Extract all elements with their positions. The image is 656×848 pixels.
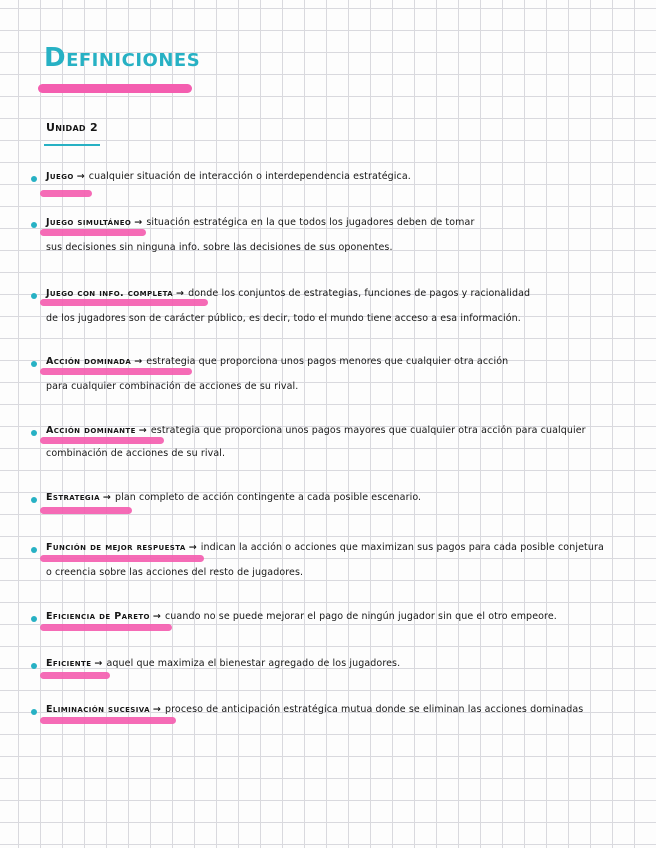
definition-term: Juego	[46, 171, 74, 182]
arrow-icon: →	[134, 217, 143, 228]
definition-line-2: para cualquier combinación de acciones de su rival.	[46, 381, 299, 392]
arrow-icon: →	[76, 171, 85, 182]
arrow-icon: →	[94, 658, 103, 669]
definition-term: Eliminación sucesiva	[46, 704, 150, 715]
definition-term: Juego simultáneo	[46, 217, 132, 228]
definition-text: estrategia que proporciona unos pagos menores que cualquier otra acción	[146, 356, 509, 367]
arrow-icon: →	[188, 542, 197, 553]
arrow-icon: →	[134, 356, 143, 367]
bullet-icon	[31, 361, 37, 367]
definition-text: donde los conjuntos de estrategias, funciones de pagos y racionalidad	[188, 288, 531, 299]
definition-text: plan completo de acción contingente a cada posible escenario.	[114, 492, 422, 503]
arrow-icon: →	[138, 425, 147, 436]
bullet-icon	[31, 547, 37, 553]
bullet-icon	[31, 176, 37, 182]
bullet-icon	[31, 222, 37, 228]
arrow-icon: →	[176, 288, 185, 299]
definition-term: Estrategia	[46, 492, 100, 503]
term-highlight	[40, 437, 164, 444]
unit-heading: Unidad 2	[46, 121, 98, 134]
term-highlight	[40, 717, 176, 724]
definition-term: Eficiente	[46, 658, 92, 669]
definition-line-2: de los jugadores son de carácter público, es decir, todo el mundo tiene acceso a esa información.	[46, 313, 521, 324]
arrow-icon: →	[152, 611, 161, 622]
definition-term: Función de mejor respuesta	[46, 542, 186, 553]
arrow-icon: →	[102, 492, 111, 503]
bullet-icon	[31, 430, 37, 436]
definition-line	[46, 216, 474, 230]
definition-term: Juego con info. completa	[46, 288, 174, 299]
definition-line-2: o creencia sobre las acciones del resto de jugadores.	[46, 567, 304, 578]
definition-text: cuando no se puede mejorar el pago de ningún jugador sin que el otro empeore.	[164, 611, 557, 622]
definition-line	[46, 355, 508, 369]
arrow-icon: →	[152, 704, 161, 715]
title-highlight	[38, 84, 192, 93]
definition-line-2: sus decisiones sin ninguna info. sobre las decisiones de sus oponentes.	[46, 242, 393, 253]
unit-underline	[44, 144, 100, 146]
definition-text: proceso de anticipación estratégica mutua donde se eliminan las acciones dominadas	[164, 704, 584, 715]
bullet-icon	[31, 497, 37, 503]
term-highlight	[40, 229, 146, 236]
definition-term: Eficiencia de Pareto	[46, 611, 150, 622]
definition-text: estrategia que proporciona unos pagos mayores que cualquier otra acción para cualquier	[150, 425, 586, 436]
definition-line	[46, 610, 557, 624]
term-highlight	[40, 368, 192, 375]
definition-text: indican la acción o acciones que maximizan sus pagos para cada posible conjetura	[200, 542, 604, 553]
term-highlight	[40, 507, 132, 514]
bullet-icon	[31, 663, 37, 669]
definition-line	[46, 424, 586, 438]
bullet-icon	[31, 709, 37, 715]
term-highlight	[40, 190, 92, 197]
definition-text: situación estratégica en la que todos los jugadores deben de tomar	[146, 217, 475, 228]
definition-line	[46, 541, 604, 555]
term-highlight	[40, 555, 204, 562]
definition-line	[46, 170, 411, 184]
bullet-icon	[31, 616, 37, 622]
definition-line	[46, 287, 530, 301]
definition-line-2: combinación de acciones de su rival.	[46, 448, 226, 459]
page-title: Definiciones	[44, 43, 201, 73]
definition-text: cualquier situación de interacción o interdependencia estratégica.	[88, 171, 411, 182]
term-highlight	[40, 672, 110, 679]
definition-line	[46, 703, 583, 717]
definition-term: Acción dominada	[46, 356, 132, 367]
definition-term: Acción dominante	[46, 425, 136, 436]
term-highlight	[40, 624, 172, 631]
definition-text: aquel que maximiza el bienestar agregado de los jugadores.	[106, 658, 401, 669]
definition-line	[46, 657, 400, 671]
bullet-icon	[31, 293, 37, 299]
definition-line	[46, 491, 421, 505]
